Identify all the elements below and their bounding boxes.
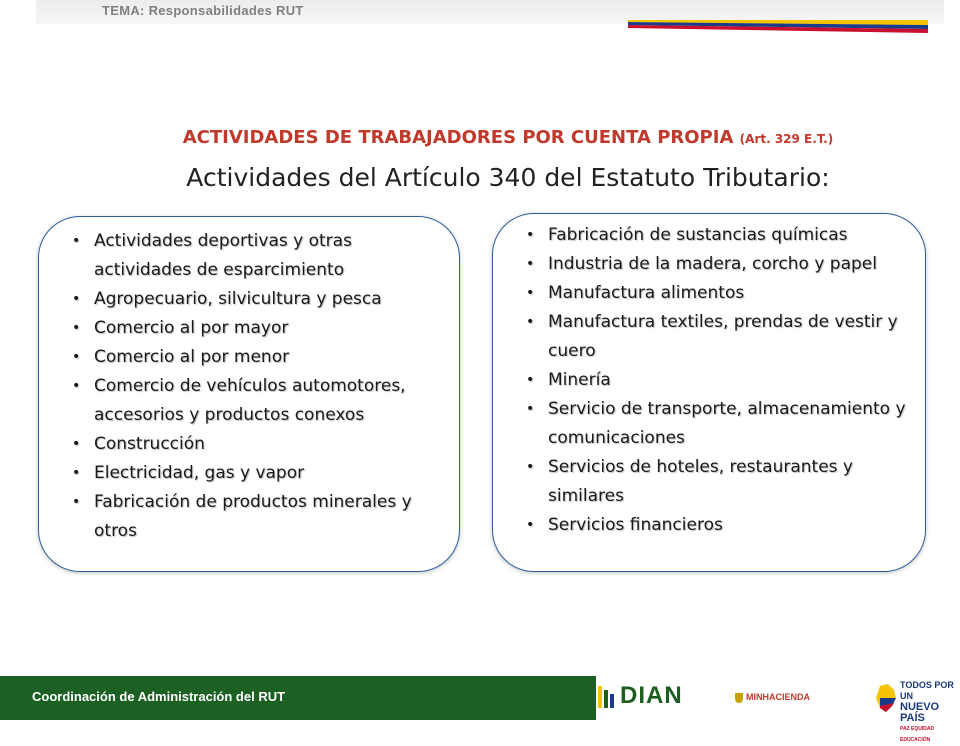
list-item-text: Servicios financieros <box>548 515 723 535</box>
topic-label: TEMA: Responsabilidades RUT <box>102 3 304 18</box>
list-item <box>39 372 441 430</box>
list-item-text: Manufactura textiles, prendas de vestir y cuero <box>548 312 898 361</box>
list-item-text: Fabricación de sustancias químicas <box>548 225 848 245</box>
footer <box>0 676 960 743</box>
dian-logo-icon <box>598 686 616 708</box>
list-item <box>39 314 441 343</box>
list-item-text: Minería <box>548 370 611 390</box>
government-logo <box>874 680 956 743</box>
header-bar <box>36 0 944 24</box>
gob-line-1: TODOS POR UN <box>900 680 954 701</box>
footer-logos <box>596 676 960 743</box>
subheading: Actividades del Artículo 340 del Estatuto Tributario: <box>186 163 830 192</box>
footer-text: Coordinación de Administración del RUT <box>32 689 286 704</box>
bullet-icon: • <box>526 285 535 301</box>
bullet-icon: • <box>72 291 81 307</box>
list-item <box>493 453 907 511</box>
list-item <box>39 430 441 459</box>
bullet-icon: • <box>526 227 535 243</box>
list-item <box>39 227 441 285</box>
list-item-text: Fabricación de productos minerales y otros <box>94 492 412 541</box>
list-item-text: Manufactura alimentos <box>548 283 745 303</box>
bullet-icon: • <box>72 494 81 510</box>
list-item <box>493 395 907 453</box>
bullet-icon: • <box>72 320 81 336</box>
list-item <box>493 279 907 308</box>
footer-band <box>0 676 700 720</box>
left-activities-list <box>39 217 459 546</box>
right-activities-panel <box>492 213 926 572</box>
colombia-map-icon <box>874 684 898 714</box>
list-item-text: Servicios de hoteles, restaurantes y similares <box>548 457 853 506</box>
bullet-icon: • <box>72 349 81 365</box>
list-item-text: Agropecuario, silvicultura y pesca <box>94 289 382 309</box>
bullet-icon: • <box>72 436 81 452</box>
government-logo-text <box>900 680 956 746</box>
coat-of-arms-icon <box>734 692 744 704</box>
list-item-text: Construcción <box>94 434 205 454</box>
flag-stripes-decoration <box>628 20 928 34</box>
bullet-icon: • <box>72 378 81 394</box>
list-item-text: Actividades deportivas y otras actividades de esparcimiento <box>94 231 352 280</box>
list-item <box>493 308 907 366</box>
list-item-text: Comercio de vehículos automotores, accesorios y productos conexos <box>94 376 406 425</box>
bullet-icon: • <box>72 465 81 481</box>
list-item <box>39 488 441 546</box>
gob-line-3: PAZ EQUIDAD EDUCACIÓN <box>900 726 935 743</box>
list-item-text: Servicio de transporte, almacenamiento y comunicaciones <box>548 399 906 448</box>
bullet-icon: • <box>526 372 535 388</box>
list-item <box>493 366 907 395</box>
list-item <box>39 459 441 488</box>
right-activities-list <box>493 214 925 540</box>
main-heading-text: ACTIVIDADES DE TRABAJADORES POR CUENTA PROPIA <box>182 127 734 148</box>
bullet-icon: • <box>526 459 535 475</box>
bullet-icon: • <box>72 233 81 249</box>
list-item <box>493 250 907 279</box>
minhacienda-logo <box>734 689 824 707</box>
list-item <box>493 511 907 540</box>
left-activities-panel <box>38 216 460 572</box>
bullet-icon: • <box>526 256 535 272</box>
list-item-text: Industria de la madera, corcho y papel <box>548 254 877 274</box>
list-item-text: Comercio al por mayor <box>94 318 289 338</box>
minhacienda-logo-text: MINHACIENDA <box>746 692 810 702</box>
article-reference: (Art. 329 E.T.) <box>739 132 834 146</box>
dian-logo: DIAN <box>620 682 683 709</box>
list-item <box>39 285 441 314</box>
gob-line-2: NUEVO PAÍS <box>900 701 940 724</box>
list-item-text: Electricidad, gas y vapor <box>94 463 305 483</box>
bullet-icon: • <box>526 314 535 330</box>
bullet-icon: • <box>526 517 535 533</box>
bullet-icon: • <box>526 401 535 417</box>
list-item <box>493 221 907 250</box>
main-heading <box>0 127 960 148</box>
list-item <box>39 343 441 372</box>
list-item-text: Comercio al por menor <box>94 347 290 367</box>
